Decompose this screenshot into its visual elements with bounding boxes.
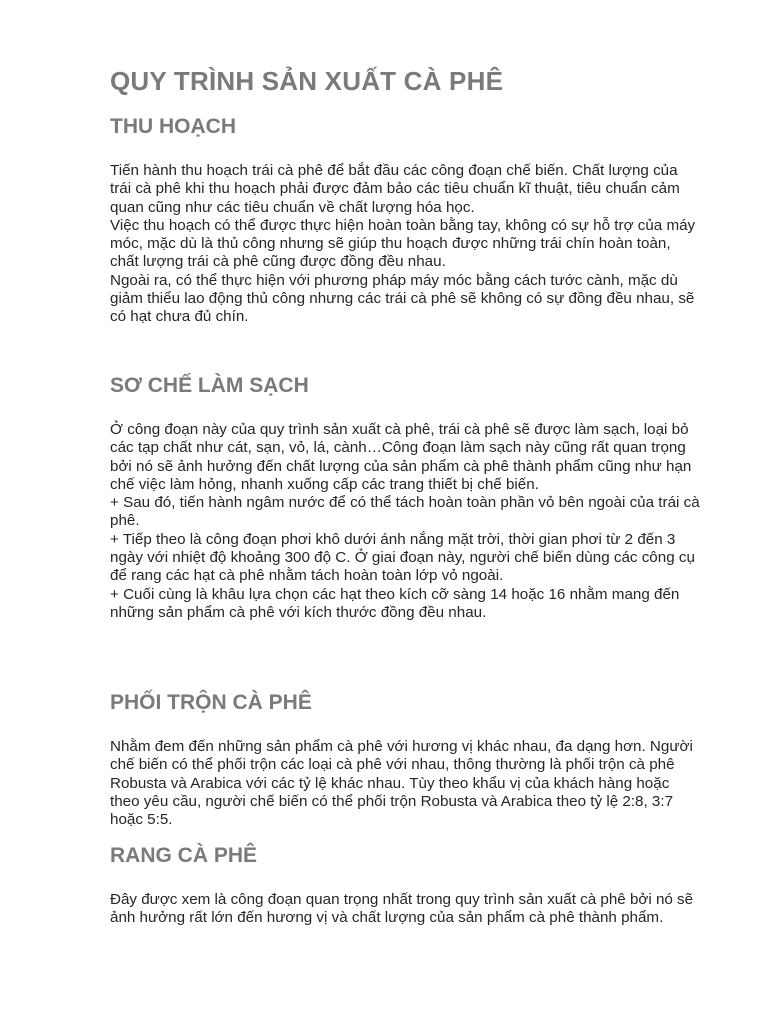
paragraph: Đây được xem là công đoạn quan trọng nhất trong quy trình sản xuất cà phê bởi nó sẽ ảnh hưởng rất lớn đến hương vị và chất lượng của sản phẩm cà phê thành phẩm. xyxy=(110,891,694,927)
section-body xyxy=(110,421,702,622)
document-title: QUY TRÌNH SẢN XUẤT CÀ PHÊ xyxy=(110,66,504,96)
section-blending xyxy=(110,688,702,829)
paragraph: + Sau đó, tiến hành ngâm nước để có thể tách hoàn toàn phần vỏ bên ngoài của trái cà phê. xyxy=(110,494,700,530)
section-body xyxy=(110,162,702,327)
section-body xyxy=(110,738,702,829)
paragraph: + Tiếp theo là công đoạn phơi khô dưới ánh nắng mặt trời, thời gian phơi từ 2 đến 3 ngày với nhiệt độ khoảng 300 độ C. Ở giai đoạn này, người chế biến dùng các công cụ để rang các hạt cà phê nhằm tách hoàn toàn lớp vỏ ngoài. xyxy=(110,530,695,585)
section-roasting xyxy=(110,841,702,928)
paragraph: Nhằm đem đến những sản phẩm cà phê với hương vị khác nhau, đa dạng hơn. Người chế biến có thể phối trộn các loại cà phê với nhau, thông thường là phối trộn cà phê Robusta và Arabica với các tỷ lệ khác nhau. Tùy theo khẩu vị của khách hàng hoặc theo yêu cầu, người chế biến có thể phối trộn Robusta và Arabica theo tỷ lệ 2:8, 3:7 hoặc 5:5. xyxy=(110,738,693,829)
paragraph: Ở công đoạn này của quy trình sản xuất cà phê, trái cà phê sẽ được làm sạch, loại bỏ các tạp chất như cát, sạn, vỏ, lá, cành…Công đoạn làm sạch này cũng rất quan trọng bởi nó sẽ ảnh hưởng đến chất lượng của sản phẩm cà phê thành phẩm cũng như hạn chế việc làm hỏng, nhanh xuống cấp các trang thiết bị chế biến. xyxy=(110,421,692,493)
paragraph: Ngoài ra, có thể thực hiện với phương pháp máy móc bằng cách tước cành, mặc dù giảm thiểu lao động thủ công nhưng các trái cà phê sẽ không có sự đồng đều nhau, sẽ có hạt chưa đủ chín. xyxy=(110,271,695,326)
paragraph: Tiến hành thu hoạch trái cà phê để bắt đầu các công đoạn chế biến. Chất lượng của trái cà phê khi thu hoạch phải được đảm bảo các tiêu chuẩn kĩ thuật, tiêu chuẩn cảm quan cũng như các tiêu chuẩn về chất lượng hóa học. xyxy=(110,162,680,216)
paragraph: Việc thu hoạch có thể được thực hiện hoàn toàn bằng tay, không có sự hỗ trợ của máy móc, mặc dù là thủ công nhưng sẽ giúp thu hoạch được những trái chín hoàn toàn, chất lượng trái cà phê cũng được đồng đều nhau. xyxy=(110,216,696,271)
paragraph: + Cuối cùng là khâu lựa chọn các hạt theo kích cỡ sàng 14 hoặc 16 nhằm mang đến những sản phẩm cà phê với kích thước đồng đều nhau. xyxy=(110,585,680,621)
section-heading: SƠ CHẾ LÀM SẠCH xyxy=(110,374,309,397)
section-heading: RANG CÀ PHÊ xyxy=(110,844,258,867)
section-heading: PHỐI TRỘN CÀ PHÊ xyxy=(110,691,312,714)
section-heading: THU HOẠCH xyxy=(110,115,236,138)
section-cleaning xyxy=(110,371,702,622)
section-body xyxy=(110,891,702,928)
section-harvest xyxy=(110,112,702,327)
